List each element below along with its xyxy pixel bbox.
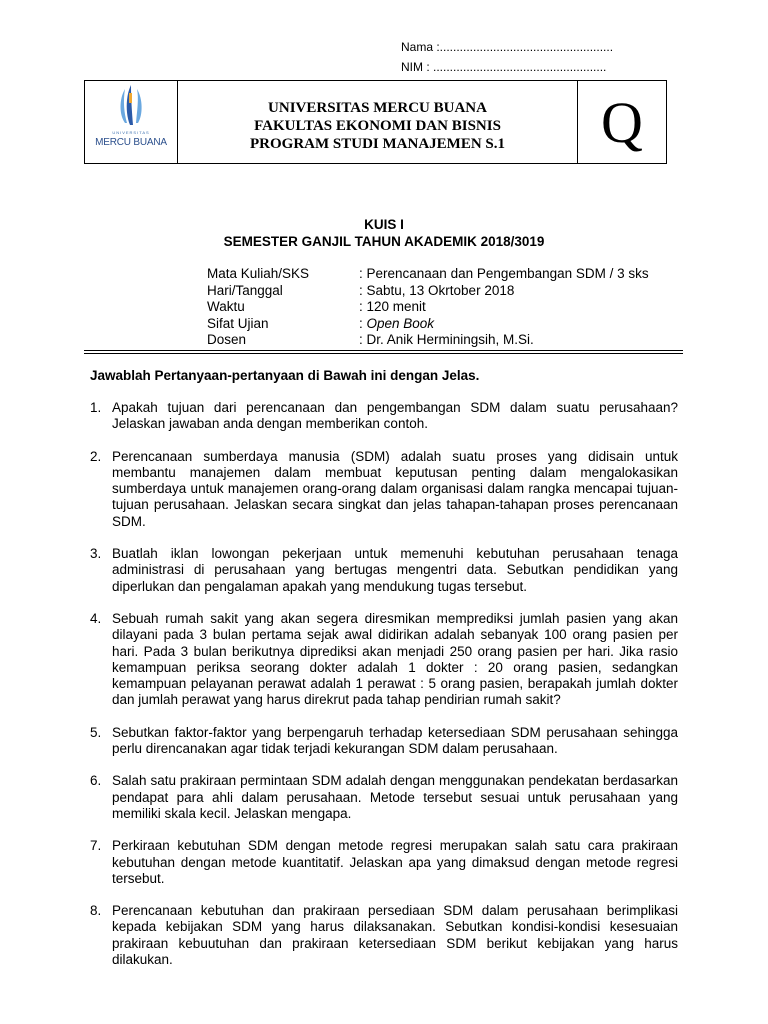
info-value: : Sabtu, 13 Okrtober 2018 [359,282,515,298]
info-label: Dosen [207,332,247,347]
student-identity [401,37,613,77]
info-value: : 120 menit [359,299,426,314]
exam-heading [0,216,768,250]
question-text: Perkiraan kebutuhan SDM dengan metode regresi merupakan salah satu cara prakiraan kebutuhan dengan metode kuantitatif. Jelaskan apa yang dimaksud dengan metode regresi tersebut. [112,838,678,886]
logo-caption: MERCU BUANA [95,137,167,148]
exam-info [207,266,649,349]
question-item [90,838,678,887]
question-text: Buatlah iklan lowongan pekerjaan untuk memenuhi kebutuhan perusahaan tenaga administrasi di perusahaan yang bertugas mengentri data. Sebutkan pendidikan yang diperlukan dan pengalaman apakah yang mendukung tugas tersebut. [112,546,678,594]
question-text: Salah satu prakiraan permintaan SDM adalah dengan menggunakan pendekatan berdasarkan pendapat para ahli dalam perusahaan. Metode tersebut sesuai untuk perusahaan yang memiliki skala kecil. Jelaskan mengapa. [112,773,678,821]
exam-title: KUIS I [364,217,404,232]
question-number: 6. [90,773,102,789]
question-text: Sebutkan faktor-faktor yang berpengaruh terhadap ketersediaan SDM perusahaan sehingga perlu direncanakan agar tidak terjadi kekurangan SDM dalam perusahaan. [112,724,678,757]
question-text: Apakah tujuan dari perencanaan dan pengembangan SDM dalam suatu perusahaan? Jelaskan jawaban anda dengan memberikan contoh. [112,400,678,432]
title-line-faculty: FAKULTAS EKONOMI DAN BISNIS [254,118,501,134]
question-item [90,546,678,595]
question-list [90,400,678,984]
info-value: : Perencanaan dan Pengembangan SDM / 3 sks [359,266,649,281]
question-number: 8. [90,903,102,919]
info-label: Waktu [207,299,245,314]
question-number: 1. [90,400,102,415]
question-item [90,903,678,968]
question-number: 3. [90,546,102,562]
info-row-lecturer [207,332,649,349]
info-row-exam-type [207,316,649,333]
info-row-date [207,283,649,300]
form-code: Q [601,89,643,155]
logo-caption-small: UNIVERSITAS [112,130,150,135]
divider-line [84,350,683,351]
question-item [90,400,678,433]
nama-line[interactable]: Nama :.................................................... [401,40,614,54]
exam-type-value: Open Book [366,315,435,331]
question-number: 7. [90,838,102,854]
title-line-program: PROGRAM STUDI MANAJEMEN S.1 [250,136,505,152]
info-value: : Open Book [359,315,435,331]
info-row-duration [207,299,649,316]
question-text: Sebuah rumah sakit yang akan segera diresmikan memprediksi jumlah pasien yang akan dilayani pada 3 bulan pertama sejak awal didirikan adalah sebanyak 100 orang pasien per hari. Pada 3 bulan berikutnya diprediksi akan menjadi 250 orang pasien per hari. Jika rasio kemampuan periksa seorang dokter adalah 1 dokter : 20 orang pasien, sedangkan kemampuan pelayanan perawat adalah 1 perawat : 5 orang pasien, berapakah jumlah dokter dan jumlah perawat yang harus direkrut pada tahap pendirian rumah sakit? [112,610,678,708]
info-label: Mata Kuliah/SKS [207,266,310,281]
info-value: : Dr. Anik Herminingsih, M.Si. [359,332,534,347]
info-row-course [207,266,649,283]
question-text: Perencanaan kebutuhan dan prakiraan persediaan SDM dalam perusahaan berimplikasi kepada kebijakan SDM yang harus dilaksanakan. Sebutkan kondisi-kondisi kesesuaian prakiraan kebuutuhan dan prakiraan ketersediaan SDM berikut kebijakan yang harus dilakukan. [112,903,678,968]
question-item [90,611,678,709]
mercu-buana-logo-icon [85,81,177,165]
info-label: Hari/Tanggal [207,282,283,298]
divider-line [84,353,683,354]
question-text: Perencanaan sumberdaya manusia (SDM) adalah suatu proses yang didisain untuk membantu manajemen dalam membuat keputusan penting dalam mengalokasikan sumberdaya untuk manajemen orang-orang dalam organisasi dalam rangka mencapai tujuan-tujuan perusahaan. Jelaskan secara singkat dan jelas tahapan-tahapan proses perencanaan SDM. [112,448,678,529]
question-item [90,449,678,530]
exam-subtitle: SEMESTER GANJIL TAHUN AKADEMIK 2018/3019 [223,234,545,249]
question-number: 2. [90,448,102,464]
info-label: Sifat Ujian [207,315,269,331]
university-logo [85,81,178,163]
institution-title [178,81,578,163]
instruction: Jawablah Pertanyaan-pertanyaan di Bawah ini dengan Jelas. [90,368,480,383]
question-item [90,773,678,822]
question-item [90,725,678,758]
question-number: 5. [90,724,102,740]
header-table [84,80,667,164]
title-line-university: UNIVERSITAS MERCU BUANA [268,100,487,116]
nim-line[interactable]: NIM : .................................................... [401,60,607,74]
question-number: 4. [90,610,102,626]
